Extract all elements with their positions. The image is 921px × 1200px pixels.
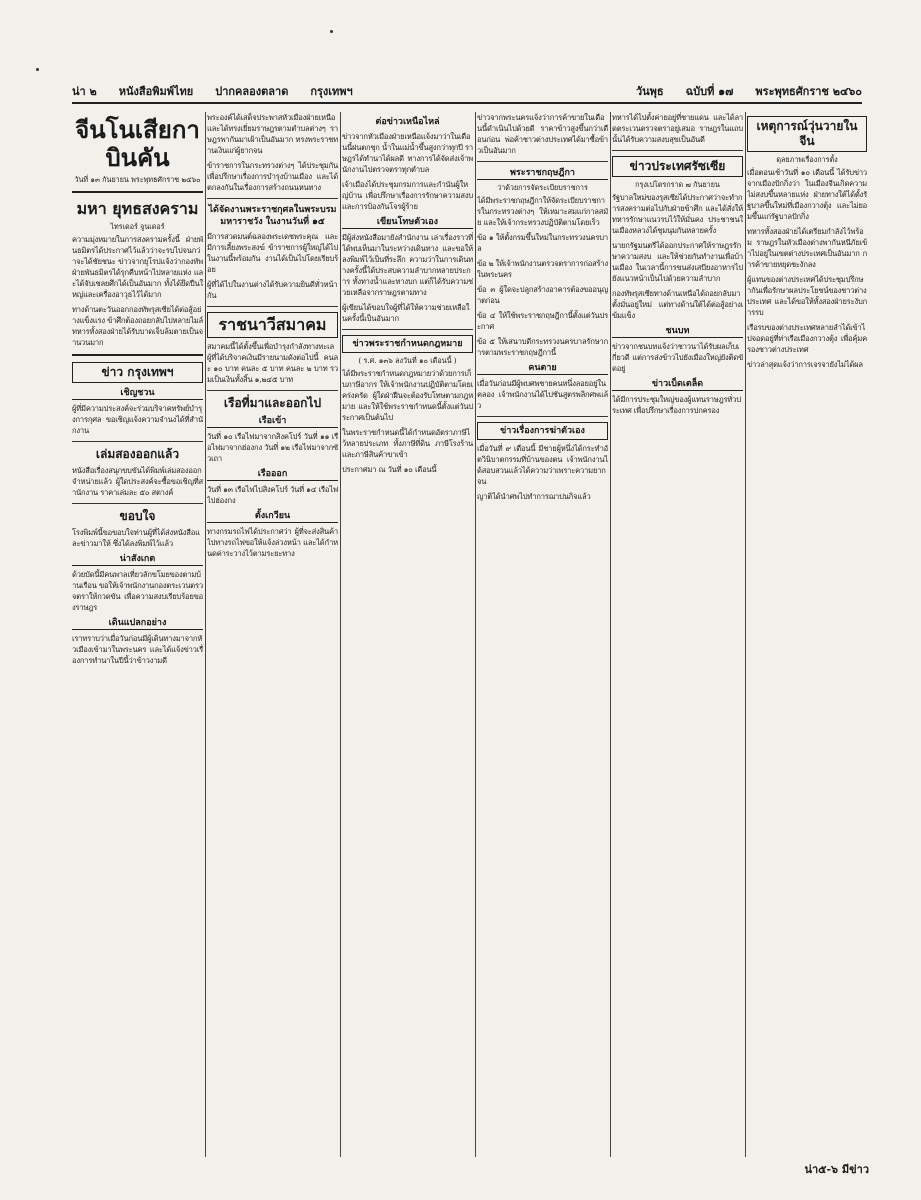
column-rule <box>475 112 476 1157</box>
headline-north-news: ต่อข่าวเหนือไหล่ <box>375 117 440 127</box>
headline-royal-ceremony: ได้จัดงานพระราชกุศลในพระบรมมหาราชวัง ในงานวันที่ ๑๕ <box>208 205 337 227</box>
column-3 <box>342 112 473 1157</box>
divider <box>612 150 743 151</box>
article-text: ผู้แทนของต่างประเทศได้ประชุมปรึกษากันเพื่อรักษาผลประโยชน์ของชาวต่างประเทศ และได้ขอให้ทั้งสองฝ่ายระงับการรบ <box>747 275 867 317</box>
continued-note: น่า๕-๖ มีข่าว <box>804 1163 869 1176</box>
column-rule <box>340 112 341 1157</box>
column-rule <box>745 112 746 1157</box>
article-text: ความมุ่งหมายในการสงครามครั้งนี้ ฝ่ายพันธมิตรได้ประกาศไว้แล้วว่าจะรบไปจนกว่าจะได้ชัยชนะ ข่าวจากยุโรปแจ้งว่ากองทัพฝ่ายพันธมิตรได้รุกคืบหน้าไปหลายแห่ง และได้จับเชลยศึกได้เป็นอันมาก ทั้งได้ยึดปืนใหญ่และเครื่องอาวุธไว้ได้มาก <box>72 235 203 299</box>
divider <box>72 191 203 193</box>
article-text: นายกรัฐมนตรีได้ออกประกาศให้ราษฎรรักษาความสงบ และให้ช่วยกันทำงานเพื่อบ้านเมือง ในเวลานี้การขนส่งเสบียงอาหารไปยังแนวหน้าเป็นไปด้วยความลำบาก <box>612 241 743 283</box>
paper-name: หนังสือพิมพ์ไทย <box>118 85 194 98</box>
page-header <box>72 80 862 104</box>
article-text: ผู้ที่มีความประสงค์จะร่วมบริจาคทรัพย์บำรุงการกุศล ขอเชิญแจ้งความจำนงได้ที่สำนักงาน <box>72 404 203 435</box>
article-text: ข่าวจากพระนครแจ้งว่าการค้าขายในเดือนนี้ดำเนินไปด้วยดี ราคาข้าวสูงขึ้นกว่าเดือนก่อน พ่อค้าชาวต่างประเทศได้มาซื้อข้าวเป็นอันมาก <box>477 113 608 155</box>
headline-thanks: ขอบใจ <box>119 509 156 523</box>
article-text: เมื่อวันก่อนมีผู้พบศพชายคนหนึ่งลอยอยู่ในคลอง เจ้าพนักงานได้ไปชันสูตรพลิกศพแล้ว <box>477 379 608 410</box>
divider <box>207 198 338 199</box>
headline-russia: ข่าวประเทศรัซเซีย <box>612 156 743 177</box>
decree-date: ( ร.ศ. ๑๓๖ ลงวันที่ ๑๐ เดือนนี้ ) <box>358 356 457 365</box>
byline: ไทรเดอร์ จูนเดอร์ <box>110 222 165 231</box>
divider <box>477 416 608 417</box>
article-text: เราทราบว่าเมื่อวันก่อนมีผู้เดินทางมาจากหัวเมืองเข้ามาในพระนคร และได้แจ้งข่าวเรื่องการทำนาในปีนี้ว่าข้าวงามดี <box>72 634 203 665</box>
headline-navy-association: ราชนาวีสมาคม <box>207 312 338 338</box>
decree-subtitle: ว่าด้วยการจัดระเบียบราชการ <box>497 183 588 192</box>
subhead-countryside: ชนบท <box>612 325 743 338</box>
article-text: ได้มีการประชุมใหญ่ของผู้แทนราษฎรทั่วประเทศ เพื่อปรึกษาเรื่องการปกครอง <box>612 395 741 415</box>
column-rule <box>205 112 206 1157</box>
subhead-arrivals: เรือเข้า <box>207 415 338 428</box>
headline-suicide: ข่าวเรื่องการฆ่าตัวเอง <box>477 422 608 440</box>
headline-ships: เรือที่มาและออกไป <box>223 396 322 410</box>
header-issue: ฉบับที่ ๑๗ <box>685 85 734 98</box>
subhead-death: คนตาย <box>477 362 608 375</box>
article-text: เรือรบของต่างประเทศหลายลำได้เข้าไปจอดอยู่ที่ท่าเรือเมืองกวางตุ้ง เพื่อคุ้มครองชาวต่างประเทศ <box>747 323 867 354</box>
page-number: น่า ๒ <box>72 85 97 98</box>
article-text: ผู้ที่ได้ไปในงานต่างได้รับความยินดีทั่วหน้ากัน <box>207 280 338 300</box>
article-text: ข้อ ๓ ผู้ใดจะปลูกสร้างอาคารต้องขออนุญาตก่อน <box>477 285 608 305</box>
subhead-freight: ตั้งเกวียน <box>207 510 338 523</box>
subhead-misc: ข่าวเบ็ดเตล็ด <box>612 378 743 391</box>
headline-royal-decree-2: พระราชกฤษฎีกา <box>477 167 608 180</box>
article-text: โรงพิมพ์นี้ขอขอบใจท่านผู้ที่ได้ส่งหนังสือและข่าวมาให้ ซึ่งได้ลงพิมพ์ไว้แล้ว <box>72 528 200 548</box>
article-text: ข่าวล่าสุดแจ้งว่าการเจรจายังไม่ได้ผล <box>747 360 863 369</box>
article-text: สมาคมนี้ได้ตั้งขึ้นเพื่อบำรุงกำลังทางทะเล ผู้ที่ได้บริจาคเงินมีรายนามดังต่อไปนี้ คนละ ๑๐ บาท คนละ ๕ บาท คนละ ๒ บาท รวมเป็นเงินทั้งสิ้น ๑,๒๔๕ บาท <box>207 342 338 384</box>
article-text: ข้อ ๒ ให้เจ้าพนักงานตรวจตราการก่อสร้างในพระนคร <box>477 259 608 279</box>
masthead: จีนโนเสียกาบินคัน <box>75 115 200 172</box>
subhead-china: ดุลยภาพเรื่องการตั้ง <box>776 155 838 164</box>
header-day: วันพุธ <box>635 85 664 98</box>
divider <box>342 329 473 330</box>
article-text: ได้มีพระราชกำหนดกฎหมายว่าด้วยการเก็บภาษีอากร ให้เจ้าพนักงานปฏิบัติตามโดยเคร่งครัด ผู้ใดฝ่าฝืนจะต้องรับโทษตามกฎหมาย และให้ใช้พระราชกำหนดนี้ตั้งแต่วันประกาศเป็นต้นไป <box>342 369 473 422</box>
article-text: ได้มีพระราชกฤษฎีกาให้จัดระเบียบราชการในกระทรวงต่างๆ ให้เหมาะสมแก่กาลสมัย และให้เจ้ากระทรวงปฏิบัติตามโดยเร็ว <box>477 196 608 227</box>
article-text: หนังสือเรื่องสนุกขบขันได้พิมพ์เล่มสองออกจำหน่ายแล้ว ผู้ใดประสงค์จะซื้อขอเชิญที่สำนักงาน ราคาเล่มละ ๕๐ สตางค์ <box>72 466 203 497</box>
article-text: ข้อ ๕ ให้เสนาบดีกระทรวงนครบาลรักษาการตามพระราชกฤษฎีกานี้ <box>477 337 608 357</box>
column-rule <box>610 112 611 1157</box>
article-text: ข้อ ๑ ให้ตั้งกรมขึ้นใหม่ในกระทรวงนครบาล <box>477 233 608 253</box>
subhead-notice: น่าสังเกต <box>72 553 203 566</box>
headline-royal-decree: ข่าวพระราชกำหนดกฎหมาย <box>342 335 473 353</box>
divider <box>207 306 338 307</box>
article-text: ทหารได้ไปตั้งค่ายอยู่ที่ชายแดน และได้ลาดตระเวนตรวจตราอยู่เสมอ ราษฎรในแถบนั้นได้รับความสงบสุขเป็นอันดี <box>612 113 743 144</box>
article-text: ข่าวจากชนบทแจ้งว่าชาวนาได้รับผลเก็บเกี่ยวดี แต่การส่งข้าวไปยังเมืองใหญ่ยังติดขัดอยู่ <box>612 342 743 373</box>
article-text: รัฐบาลใหม่ของรุสเซียได้ประกาศว่าจะทำการสงครามต่อไปกับฝ่ายข้าศึก และได้สั่งให้ทหารรักษาแนวรบไว้ให้มั่นคง ประชาชนในเมืองหลวงได้ชุมนุมกันหลายครั้ง <box>612 193 743 235</box>
column-1 <box>72 112 203 1157</box>
article-text: เมื่อตอนเช้าวันที่ ๑๐ เดือนนี้ ได้รับข่าวจากเมืองปักกิ่งว่า ในเมืองจีนเกิดความไม่สงบขึ้นหลายแห่ง ฝ่ายทางใต้ได้ตั้งรัฐบาลขึ้นใหม่ที่เมืองกวางตุ้ง และไม่ยอมขึ้นแก่รัฐบาลปักกิ่ง <box>747 168 867 221</box>
article-text: ข้อ ๔ ให้ใช้พระราชกฤษฎีกานี้ตั้งแต่วันประกาศ <box>477 311 608 331</box>
divider <box>72 354 203 356</box>
headline-china-turmoil: เหตุการณ์วุ่นวายในจีน <box>747 116 867 152</box>
headline-great-war: มหา ยุทธสงคราม <box>76 199 199 218</box>
column-4 <box>477 112 608 1157</box>
article-text: ประกาศมา ณ วันที่ ๑๐ เดือนนี้ <box>342 465 437 474</box>
header-place-1: ปากคลองตลาด <box>215 85 289 98</box>
divider <box>207 390 338 391</box>
divider <box>72 441 203 442</box>
article-text: ด้วยบัดนี้มีคนพาลเที่ยวลักขโมยของตามบ้านเรือน ขอให้เจ้าพนักงานกองตระเวนตรวจตราให้กวดขัน เพื่อความสงบเรียบร้อยของราษฎร <box>72 570 203 612</box>
column-2 <box>207 112 338 1157</box>
article-text: เจ้าเมืองได้ประชุมกรมการและกำนันผู้ใหญ่บ้าน เพื่อปรึกษาเรื่องการรักษาความสงบ และการป้องกันโจรผู้ร้าย <box>342 180 473 211</box>
article-text: ผู้เขียนได้ขอบใจผู้ที่ได้ให้ความช่วยเหลือในครั้งนี้เป็นอันมาก <box>342 303 470 323</box>
article-text: ทหารทั้งสองฝ่ายได้เตรียมกำลังไว้พร้อม ราษฎรในหัวเมืองต่างพากันหนีภัยเข้าไปอยู่ในเขตต่างประเทศเป็นอันมาก การค้าขายหยุดชะงักลง <box>747 227 867 269</box>
article-text: มีผู้ส่งหนังสือมายังสำนักงาน เล่าเรื่องราวที่ได้พบเห็นมาในระหว่างเดินทาง และขอให้ลงพิมพ์ไว้เป็นที่ระลึก ความว่าในการเดินทางครั้งนี้ได้ประสบความลำบากหลายประการ ทั้งทางน้ำและทางบก แต่ก็ได้รับความช่วยเหลือจากราษฎรตามทาง <box>342 233 473 297</box>
divider <box>477 161 608 162</box>
dateline: กรุงเปโตรกราด ๗ กันยายน <box>635 180 720 189</box>
article-text: วันที่ ๑๓ เรือไฟไปสิงคโปร์ วันที่ ๑๔ เรือไฟไปฮ่องกง <box>207 485 338 505</box>
divider <box>72 503 203 504</box>
subhead-departures: เรือออก <box>207 468 338 481</box>
column-5 <box>612 112 743 1157</box>
subhead-letter: เขียนโทษตัวเอง <box>342 216 473 229</box>
header-place-2: กรุงเทพฯ <box>310 85 353 98</box>
subhead-invite: เชิญชวน <box>72 387 203 400</box>
article-text: ทางด้านตะวันออกกองทัพรุสเซียได้ต่อสู้อย่างแข็งแรง ข้าศึกต้องถอยกลับไปหลายไมล์ ทหารทั้งสองฝ่ายได้รับบาดเจ็บล้มตายเป็นจำนวนมาก <box>72 305 203 347</box>
subhead-travel: เดินแปลกอย่าง <box>72 617 203 630</box>
headline-bangkok-news: ข่าว กรุงเทพฯ <box>72 362 203 383</box>
header-year: พระพุทธศักราช ๒๔๖๐ <box>755 85 862 98</box>
masthead-date: วันที่ ๑๓ กันยายน พระพุทธศักราช ๒๔๖๐ <box>74 175 201 184</box>
article-text: กองทัพรุสเซียทางด้านเหนือได้ถอยกลับมาตั้งมั่นอยู่ใหม่ แต่ทางด้านใต้ได้ต่อสู้อย่างเข้มแข็ง <box>612 289 743 320</box>
column-6 <box>747 112 867 1157</box>
article-text: วันที่ ๑๐ เรือไฟมาจากสิงคโปร์ วันที่ ๑๑ เรือไฟมาจากฮ่องกง วันที่ ๑๒ เรือไฟมาจากซัวเถา <box>207 432 338 463</box>
article-text: ข้าราชการในกระทรวงต่างๆ ได้ประชุมกันเพื่อปรึกษาเรื่องการบำรุงบ้านเมือง และได้ตกลงกันในเรื่องการสร้างถนนหนทาง <box>207 161 338 192</box>
ink-speck <box>330 30 333 33</box>
ink-speck <box>36 68 39 71</box>
article-text: ทางกรมรถไฟได้ประกาศว่า ผู้ที่จะส่งสินค้าไปทางรถไฟขอให้แจ้งล่วงหน้า และได้กำหนดค่าระวางไว้ตามระยะทาง <box>207 527 338 558</box>
article-text: เมื่อวันที่ ๙ เดือนนี้ มีชายผู้หนึ่งได้กระทำอัตวินิบาตกรรมที่บ้านของตน เจ้าพนักงานได้สอบสวนแล้วได้ความว่าเพราะความยากจน <box>477 444 608 486</box>
headline-vol2-out: เล่มสองออกแล้ว <box>95 447 180 461</box>
article-text: ข่าวจากหัวเมืองฝ่ายเหนือแจ้งมาว่าในเดือนนี้ฝนตกชุก น้ำในแม่น้ำขึ้นสูงกว่าทุกปี ราษฎรได้ทำนาได้ผลดี ทางการได้จัดส่งเจ้าพนักงานไปตรวจตราทุกตำบล <box>342 132 473 174</box>
article-text: พระองค์ได้เสด็จประพาสหัวเมืองฝ่ายเหนือ และได้ทรงเยี่ยมราษฎรตามตำบลต่างๆ ราษฎรพากันมาเฝ้าเป็นอันมาก ทรงพระราชทานเงินแก่ผู้ยากจน <box>207 113 338 155</box>
article-text: มีการสวดมนต์ฉลองพระเดชพระคุณ และมีการเลี้ยงพระสงฆ์ ข้าราชการผู้ใหญ่ได้ไปในงานนี้พร้อมกัน งานได้เป็นไปโดยเรียบร้อย <box>207 232 338 274</box>
article-text: ญาติได้นำศพไปทำการฌาปนกิจแล้ว <box>477 492 591 501</box>
article-text: ในพระราชกำหนดนี้ได้กำหนดอัตราภาษีไว้หลายประเภท ทั้งภาษีที่ดิน ภาษีโรงร้าน และภาษีสินค้าขาเข้า <box>342 428 473 459</box>
